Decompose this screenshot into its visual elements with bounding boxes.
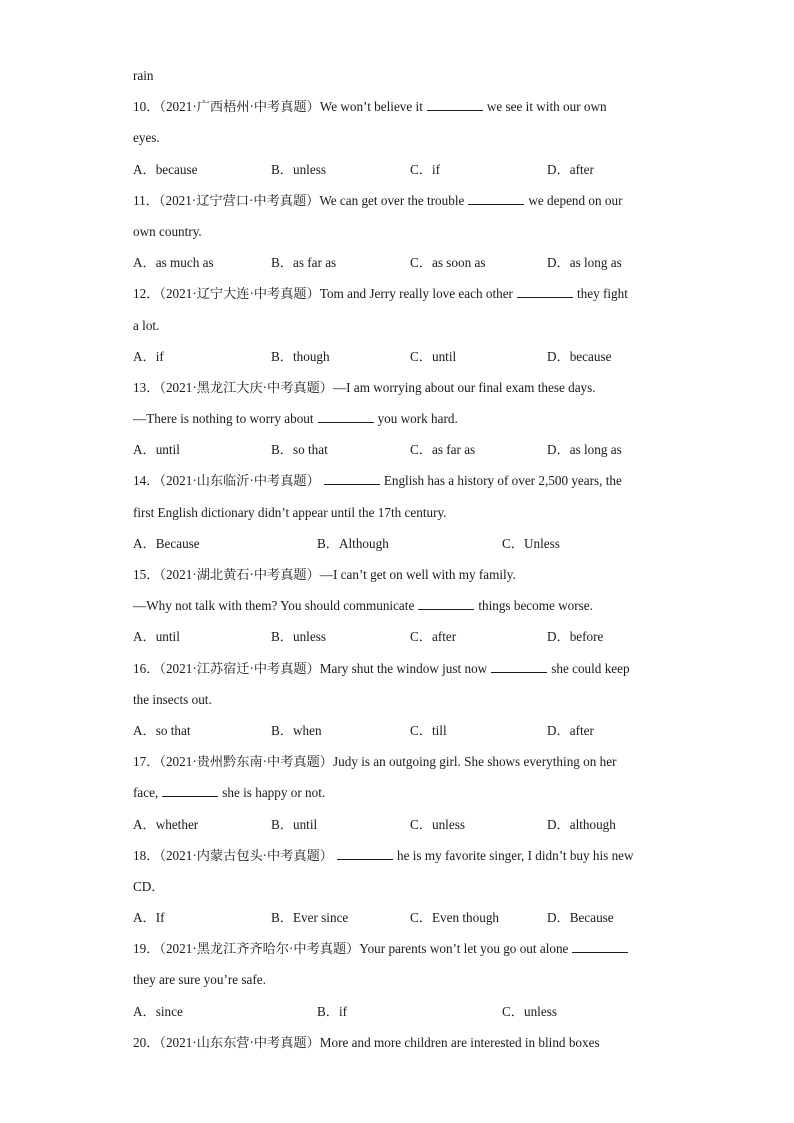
- answer-blank: [418, 597, 474, 610]
- question-text-after-blank: he is my favorite singer, I didn’t buy his new: [397, 847, 634, 863]
- text-line: the insects out.: [133, 691, 212, 707]
- answer-option: A．whether: [133, 816, 199, 832]
- answer-option: B．unless: [271, 161, 326, 177]
- answer-blank: [337, 847, 393, 860]
- answer-option: B．so that: [271, 442, 328, 458]
- answer-option: D．after: [547, 722, 594, 738]
- answer-option: B．as far as: [271, 255, 337, 271]
- question-line: [133, 590, 673, 621]
- answer-option: D．as long as: [547, 442, 622, 458]
- answer-option: C．unless: [410, 816, 465, 832]
- answer-options: [133, 434, 673, 465]
- question-text-after-blank: we see it with our own: [486, 99, 607, 115]
- question-line: [133, 91, 673, 122]
- text-line: 15．（2021·湖北黄石·中考真题）—I can’t get on well with my family.: [133, 567, 516, 582]
- question-text-after-blank: they fight: [576, 286, 628, 302]
- answer-option: A．since: [133, 1003, 183, 1019]
- text-line: 13．（2021·黑龙江大庆·中考真题）—I am worrying about our final exam these days.: [133, 379, 596, 395]
- text-line: own country.: [133, 223, 202, 239]
- answer-options: [133, 715, 673, 746]
- answer-option: B．Although: [317, 535, 389, 551]
- question-text-before-blank: —There is nothing to worry about: [133, 411, 314, 427]
- question-line: [133, 653, 673, 684]
- answer-options: [133, 809, 673, 840]
- answer-options: [133, 341, 673, 372]
- answer-option: A．because: [133, 161, 198, 177]
- text-line: first English dictionary didn’t appear until the 17th century.: [133, 504, 447, 520]
- question-line: [133, 403, 673, 434]
- question-text-before-blank: 12．（2021·辽宁大连·中考真题）Tom and Jerry really love each other: [133, 286, 513, 302]
- question-text-before-blank: 16．（2021·江苏宿迁·中考真题）Mary shut the window just now: [133, 660, 488, 676]
- question-line: [133, 465, 673, 496]
- document-page: [133, 60, 673, 1058]
- answer-option: D．before: [547, 629, 604, 645]
- answer-option: A．If: [133, 910, 165, 926]
- answer-option: A．if: [133, 348, 164, 364]
- answer-options: [133, 154, 673, 185]
- question-text-after-blank: English has a history of over 2,500 years, the: [383, 473, 622, 489]
- answer-option: D．Because: [547, 910, 614, 926]
- answer-option: C．Even though: [410, 910, 500, 926]
- text-line: 17．（2021·贵州黔东南·中考真题）Judy is an outgoing girl. She shows everything on her: [133, 754, 617, 770]
- question-text-before-blank: 19．（2021·黑龙江齐齐哈尔·中考真题）Your parents won’t let you go out alone: [133, 941, 569, 957]
- answer-blank: [318, 410, 374, 423]
- answer-option: D．after: [547, 161, 594, 177]
- answer-blank: [572, 940, 628, 953]
- question-text-before-blank: face,: [133, 785, 159, 801]
- answer-option: C．Unless: [502, 535, 560, 551]
- answer-option: C．as far as: [410, 442, 476, 458]
- text-line: a lot.: [133, 317, 160, 333]
- question-text-after-blank: things become worse.: [478, 598, 593, 614]
- answer-blank: [491, 660, 547, 673]
- answer-options: [133, 621, 673, 652]
- answer-options: [133, 996, 673, 1027]
- answer-blank: [468, 192, 524, 205]
- answer-option: C．until: [410, 348, 457, 364]
- question-text-after-blank: she is happy or not.: [222, 785, 326, 801]
- question-text-after-blank: she could keep: [551, 660, 630, 676]
- answer-option: B．if: [317, 1003, 348, 1019]
- answer-option: C．after: [410, 629, 457, 645]
- question-line: [133, 278, 673, 309]
- question-text-after-blank: we depend on our: [528, 192, 623, 208]
- text-line: 20．（2021·山东东营·中考真题）More and more children are interested in blind boxes: [133, 1034, 600, 1050]
- question-text-before-blank: 10．（2021·广西梧州·中考真题）We won’t believe it: [133, 99, 423, 115]
- text-line: CD．: [133, 878, 165, 894]
- answer-option: B．unless: [271, 629, 326, 645]
- answer-options: [133, 528, 673, 559]
- answer-blank: [162, 784, 218, 797]
- answer-blank: [324, 472, 380, 485]
- answer-option: B．Ever since: [271, 910, 349, 926]
- text-line: they are sure you’re safe.: [133, 972, 266, 988]
- answer-option: C．unless: [502, 1003, 557, 1019]
- answer-option: B．until: [271, 816, 318, 832]
- question-text-before-blank: 11．（2021·辽宁营口·中考真题）We can get over the trouble: [133, 192, 465, 208]
- question-text-before-blank: 14．（2021·山东临沂·中考真题）: [133, 473, 320, 489]
- question-text-before-blank: 18．（2021·内蒙古包头·中考真题）: [133, 847, 333, 863]
- answer-option: C．if: [410, 161, 441, 177]
- answer-option: C．till: [410, 722, 447, 738]
- answer-option: A．until: [133, 442, 180, 458]
- answer-option: D．because: [547, 348, 612, 364]
- question-text-before-blank: —Why not talk with them? You should communicate: [133, 598, 415, 614]
- answer-option: A．as much as: [133, 255, 214, 271]
- answer-option: A．Because: [133, 535, 200, 551]
- answer-option: D．as long as: [547, 255, 622, 271]
- answer-option: A．until: [133, 629, 180, 645]
- answer-option: D．although: [547, 816, 616, 832]
- answer-blank: [517, 285, 573, 298]
- question-line: [133, 840, 673, 871]
- answer-option: A．so that: [133, 722, 191, 738]
- answer-options: [133, 247, 673, 278]
- answer-option: B．when: [271, 722, 322, 738]
- answer-options: [133, 902, 673, 933]
- question-text-after-blank: you work hard.: [377, 411, 458, 427]
- question-line: [133, 777, 673, 808]
- answer-blank: [427, 98, 483, 111]
- answer-option: C．as soon as: [410, 255, 486, 271]
- text-line: rain: [133, 68, 154, 83]
- question-line: [133, 933, 673, 964]
- answer-option: B．though: [271, 348, 330, 364]
- text-line: eyes.: [133, 130, 160, 146]
- question-line: [133, 185, 673, 216]
